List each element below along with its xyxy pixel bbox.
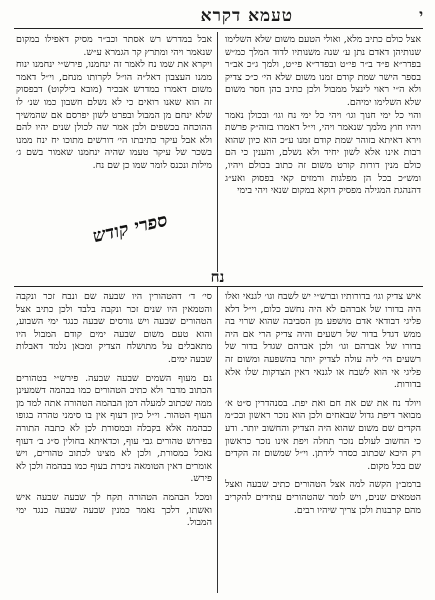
paragraph: גם מעוף השמים שבעה שבעה. פירש״י בטהורים הכתוב מדבר ולא כתיב הטהורים כמו בבהמה דשמעינן ממה שכתוב למעלה דמן הבהמה הטהורה אתה למד מן העוף הטהור. וי״ל כיון דעוף אין בו סימני טהרה בגופו כבהמה אלא בקבלה ובמסורת לכן לא כתבה התורה בפירוש טהורים גבי עוף, וכדאיתא בחולין ס״ג ב׳ דעוף נאכל במסורת, ולכן לא מצינו לכתוב טהורים, ויש אומרים דאין הטומאה ניכרת בעוף כמו בבהמה ולכן לא פירש. xyxy=(16,372,212,485)
paragraph: אצל כולם כתיב מלא, ואולי הטעם משום שלא השלימו שנותיהן דאדם נתן ע׳ שנה משנותיו לדוד המלך כמ״ש בפדר״א פ״ד ב״ר פי״ט ובפדר״א פי״ט, ולמך ג״כ אב״ר בספר הישר שמת קודם זמנו משום שלא הי׳ כ״כ צדיק ולא ה״י ראוי לינצל ממבול ולכן כתיב בהן חסר משום שלא השלימו ימיהם. xyxy=(225,34,421,108)
section-marker: נח xyxy=(210,268,225,286)
column-separator xyxy=(217,287,218,593)
paragraph: ויולד נח את שם את חם ואת יפת. בסנהדרין ס״ט א׳ מבואר דיפת גדול שבאחים ולכן הוא נזכר ראשון ובכ״מ הקדים שם משום שהוא היה הצדיק והחשוב יותר. ודע כי החשוב לעולם נזכר תחלה ויפת אינו נזכר כראשון רק היכא שכתוב כסדר לידתן. וי״ל שמשום זה הקדים שם בכל מקום. xyxy=(225,397,421,472)
column-separator xyxy=(217,32,218,272)
page-number: י xyxy=(419,6,423,24)
paragraph: ברמב״ן הקשה למה אצל הטהורים כתיב שבעה ואצל הטמאים שנים, ויש לומר שהטהורים עתידים להקריב מהם קרבנות ולכן צריך שיהיו רבים. xyxy=(225,479,421,516)
bottom-right-column xyxy=(225,291,421,595)
paragraph: והוי כל ימי חנוך וגו׳ ויהי כל ימי נח וגו׳ ובכולן נאמר ויהיו חוץ מלמך שנאמר ויהי, וי״ל דאמרו בזוה״ק פרשת וירא דאיתא בזוהר שמת קודם זמנו ע״כ הוא כיון שהוא רבות אינו אלא לשון יחיד ולא נשלם, והענין כי הם כולם מנין דורות קורט משום זה כתוב בכולם ויהיו, ומש״כ בכל הן מפלגות ורמזים קאי בפסוק ואע״ג דהנהגת המגילה מפסיק דוקא במקום שנאי ויהי בימי xyxy=(225,109,421,197)
running-title: טעמא דקרא xyxy=(200,6,293,26)
library-stamp: ספרי קודש xyxy=(90,209,170,248)
bottom-left-column xyxy=(16,291,212,595)
top-left-column xyxy=(16,34,212,220)
top-right-column xyxy=(225,34,421,228)
paragraph: ויקרא את שמו נח לאמר זה ינחמנו, פירש״י ינחמנו ינוח ממנו העצבון דאל״ה הו״ל לקרותו מנחם, וי״ל דאמר משום דאמרו במדרש אבכיר (מובא בילקוט) דבפסוק זה הוא שאנו רואים כי לא נשלם חשבון כמו שנ׳ לו שלא ינחם מן המבול ובפרט לשון יפרסם אם שהמשיך ההוכחה בכשפים ולכן אמר שה לכולן שנים יהיו להם ולא אבל עיקר כתיבתו הי׳ דורשים מתוכו יח ינח ממנו בשכר של עיקר טעמו שהיה ינחמנו שאמור בשם ג׳ מילות ונכנס לומר שמו כן שם נח. xyxy=(16,59,212,171)
page-header xyxy=(14,6,423,28)
paragraph: אבל במדרש רש אסתר וכב״ר מסיק דאפילו במקום שנאמר ויהי ומתרץ קר הגמרא ע״ש. xyxy=(16,34,212,58)
header-rule xyxy=(14,28,423,29)
paragraph: סי׳ ד׳ דהטהורין היו שבעה שם ונבח זכר ונקבה והטמאין היו שנים זכר ונקבה בלבד ולכן כתיב אצל הטהורים שבעה ויש גורסים שבעה כנגד ימי השבוע, והוא טעם משום שבעה ימים קודם המבול היו מתאבלים על מתושלח הצדיק ומכאן נלמד דאבלות שבעה ימים. xyxy=(16,291,212,365)
paragraph: ומכל הבהמה הטהורה תקח לך שבעה שבעה איש ואשתו, דלכך נאמר כמנין שבעה שבעה כנגד ימי המבול. xyxy=(16,491,212,529)
paragraph: איש צדיק וגו׳ בדורותיו וברש״י יש לשבח וגו׳ לגנאי ואלו היה בדורו של אברהם לא היה נחשב כלום, וי״ל דלא פליגי דבודאי אדם מושפע מן הסביבה שהוא שרוי בה ממש דגדל בדור של רשעים והיה צדיק הרי אם היה בדורו של אברהם וגו׳ ולכן אברהם שגדל בדור של רשעים הי׳ ליה עולה לצדיק יותר בהשפעה ומשום זה פליגי אי הוא לשבח או לגנאי דאין הצדקות שלו אלא בדורות. xyxy=(225,291,421,391)
section-rule xyxy=(14,286,423,287)
